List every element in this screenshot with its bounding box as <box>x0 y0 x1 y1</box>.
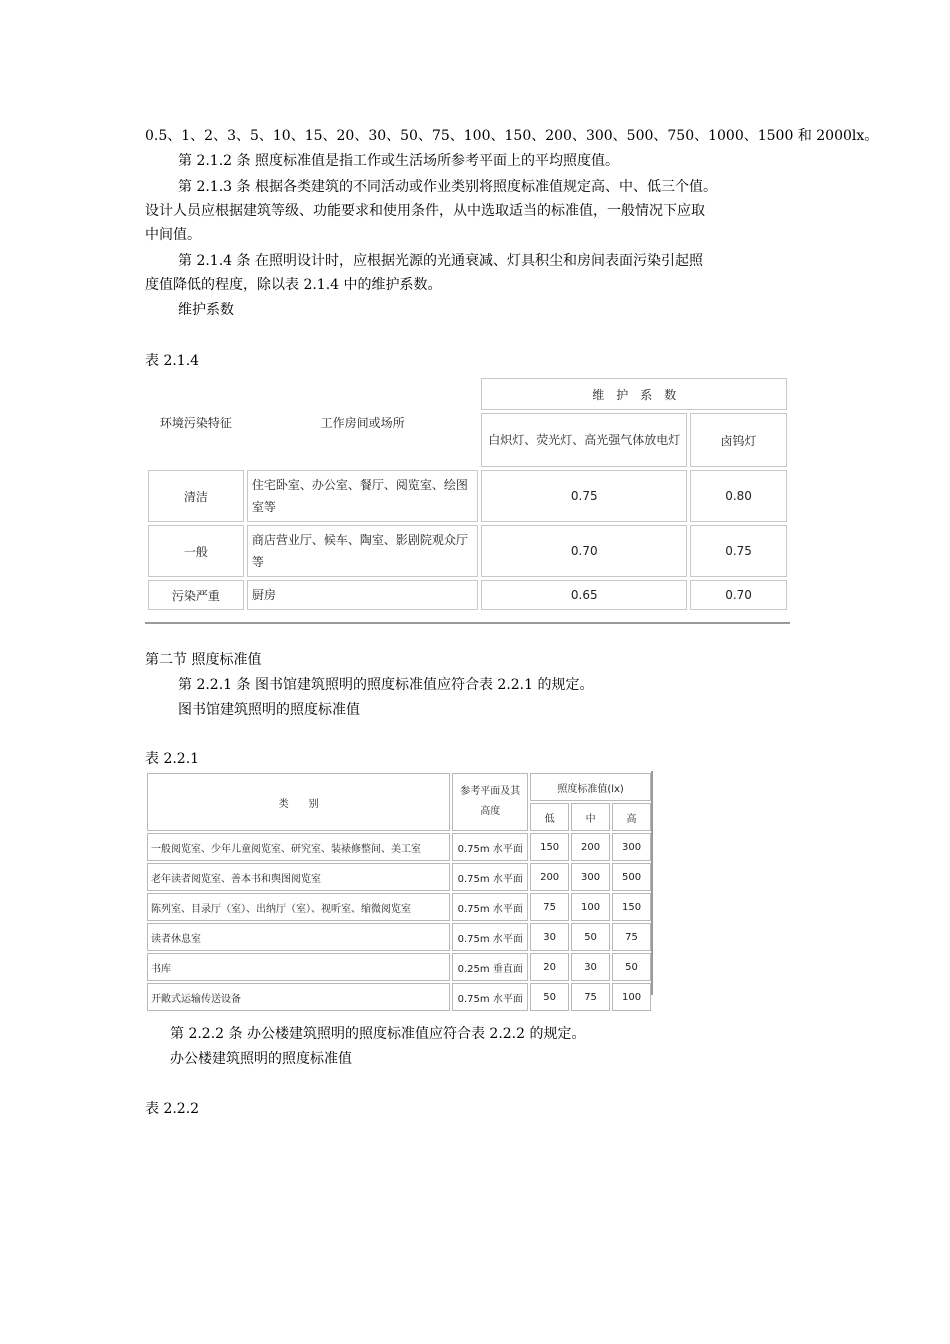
table-222-label: 表 2.2.2 <box>145 1101 200 1117</box>
value-cell: 0.65 <box>481 580 687 610</box>
plane-cell: 0.75m 水平面 <box>452 863 528 891</box>
clause-2-1-3-line2: 设计人员应根据建筑等级、功能要求和使用条件，从中选取适当的标准值，一般情况下应取 <box>145 203 705 219</box>
table-row <box>147 893 651 921</box>
low-cell: 30 <box>530 923 569 951</box>
mid-cell: 50 <box>571 923 610 951</box>
table-row <box>148 470 787 522</box>
maintenance-factor-table <box>145 375 790 613</box>
lux-series-text: 0.5、1、2、3、5、10、15、20、30、50、75、100、150、200、300、500、750、1000、1500 和 2000lx。 <box>145 128 879 144</box>
header-category: 类 别 <box>147 773 450 831</box>
env-cell: 一般 <box>148 525 244 577</box>
low-cell: 150 <box>530 833 569 861</box>
table-214-caption: 维护系数 <box>178 302 234 318</box>
env-cell: 污染严重 <box>148 580 244 610</box>
table-row <box>147 833 651 861</box>
clause-2-1-4-line1: 第 2.1.4 条 在照明设计时，应根据光源的光通衰减、灯具积尘和房间表面污染引起照 <box>178 253 703 269</box>
category-cell: 老年读者阅览室、善本书和舆图阅览室 <box>147 863 450 891</box>
header-env: 环境污染特征 <box>159 416 232 430</box>
room-cell: 商店营业厅、候车、陶室、影剧院观众厅等 <box>247 525 479 577</box>
header-mid: 中 <box>571 803 610 831</box>
table-row <box>147 953 651 981</box>
table-221-label: 表 2.2.1 <box>145 751 200 767</box>
header-factor: 维 护 系 数 <box>481 378 787 410</box>
high-cell: 300 <box>612 833 651 861</box>
table-row <box>147 923 651 951</box>
clause-2-1-3-line3: 中间值。 <box>145 227 201 243</box>
plane-cell: 0.75m 水平面 <box>452 983 528 1011</box>
category-cell: 书库 <box>147 953 450 981</box>
high-cell: 100 <box>612 983 651 1011</box>
env-cell: 清洁 <box>148 470 244 522</box>
category-cell: 读者休息室 <box>147 923 450 951</box>
table-row <box>147 983 651 1011</box>
category-cell: 一般阅览室、少年儿童阅览室、研究室、装裱修整间、美工室 <box>147 833 450 861</box>
section-heading: 第二节 照度标准值 <box>145 652 262 668</box>
value-cell: 0.75 <box>690 525 787 577</box>
table-row <box>147 863 651 891</box>
value-cell: 0.70 <box>481 525 687 577</box>
header-room: 工作房间或场所 <box>320 416 405 430</box>
header-lamp2: 卤钨灯 <box>690 413 787 467</box>
low-cell: 50 <box>530 983 569 1011</box>
high-cell: 500 <box>612 863 651 891</box>
table-221-right-rule <box>651 771 653 995</box>
header-high: 高 <box>612 803 651 831</box>
plane-cell: 0.75m 水平面 <box>452 893 528 921</box>
value-cell: 0.70 <box>690 580 787 610</box>
table-222-caption: 办公楼建筑照明的照度标准值 <box>170 1051 352 1067</box>
mid-cell: 300 <box>571 863 610 891</box>
clause-2-1-4-line2: 度值降低的程度，除以表 2.1.4 中的维护系数。 <box>145 277 442 293</box>
value-cell: 0.80 <box>690 470 787 522</box>
high-cell: 50 <box>612 953 651 981</box>
clause-2-2-1: 第 2.2.1 条 图书馆建筑照明的照度标准值应符合表 2.2.1 的规定。 <box>178 677 594 693</box>
low-cell: 75 <box>530 893 569 921</box>
clause-2-2-2: 第 2.2.2 条 办公楼建筑照明的照度标准值应符合表 2.2.2 的规定。 <box>170 1026 586 1042</box>
clause-2-1-3-line1: 第 2.1.3 条 根据各类建筑的不同活动或作业类别将照度标准值规定高、中、低三个值。 <box>178 179 717 195</box>
category-cell: 陈列室、目录厅（室）、出纳厅（室）、视听室、缩微阅览室 <box>147 893 450 921</box>
plane-cell: 0.75m 水平面 <box>452 923 528 951</box>
mid-cell: 30 <box>571 953 610 981</box>
low-cell: 20 <box>530 953 569 981</box>
high-cell: 75 <box>612 923 651 951</box>
library-illuminance-table <box>145 771 653 1013</box>
plane-cell: 0.25m 垂直面 <box>452 953 528 981</box>
low-cell: 200 <box>530 863 569 891</box>
header-low: 低 <box>530 803 569 831</box>
table-221-caption: 图书馆建筑照明的照度标准值 <box>178 702 360 718</box>
mid-cell: 75 <box>571 983 610 1011</box>
mid-cell: 100 <box>571 893 610 921</box>
table-row <box>148 525 787 577</box>
header-lamp1: 白炽灯、荧光灯、高光强气体放电灯 <box>481 413 687 467</box>
value-cell: 0.75 <box>481 470 687 522</box>
table-row <box>148 580 787 610</box>
header-lux: 照度标准值(lx) <box>530 773 651 801</box>
table-214-bottom-rule <box>145 622 790 624</box>
clause-2-1-2: 第 2.1.2 条 照度标准值是指工作或生活场所参考平面上的平均照度值。 <box>178 153 619 169</box>
room-cell: 住宅卧室、办公室、餐厅、阅览室、绘图室等 <box>247 470 479 522</box>
mid-cell: 200 <box>571 833 610 861</box>
category-cell: 开敞式运输传送设备 <box>147 983 450 1011</box>
room-cell: 厨房 <box>247 580 479 610</box>
header-plane: 参考平面及其高度 <box>452 773 528 831</box>
high-cell: 150 <box>612 893 651 921</box>
plane-cell: 0.75m 水平面 <box>452 833 528 861</box>
table-214-label: 表 2.1.4 <box>145 353 200 369</box>
